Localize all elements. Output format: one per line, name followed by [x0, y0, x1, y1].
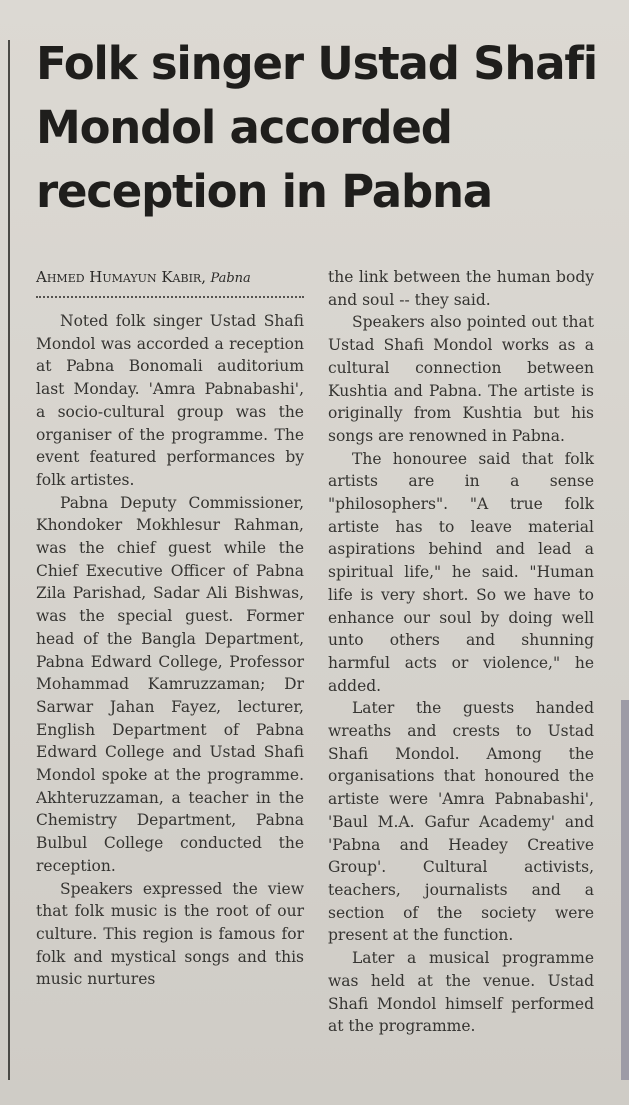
left-column [36, 266, 304, 991]
paragraph: Later the guests handed wreaths and crests to Ustad Shafi Mondol. Among the organisations that honoured the artiste were 'Amra Pabnabashi', 'Baul M.A. Gafur Academy' and 'Pabna and Headey Creative Group'. Cultural activists, teachers, journalists and a section of the society were present at the function. [328, 699, 594, 945]
paragraph: Speakers also pointed out that Ustad Shafi Mondol works as a cultural connection between Kushtia and Pabna. The artiste is originally from Kushtia but his songs are renowned in Pabna. [328, 313, 594, 445]
byline-author: Ahmed Humayun Kabir, [36, 268, 206, 286]
paragraph: Later a musical programme was held at the venue. Ustad Shafi Mondol himself performed at the programme. [328, 949, 594, 1036]
column-rule [8, 40, 10, 1080]
headline: Folk singer Ustad Shafi Mondol accorded reception in Pabna [36, 37, 597, 218]
paragraph: The honouree said that folk artists are in a sense "philosophers". "A true folk artiste has to leave material aspirations behind and lead a spiritual life," he said. "Human life is very short. So we have to enhance our soul by doing well unto others and shunning harmful acts or violence," he added. [328, 449, 594, 695]
right-column [328, 266, 594, 1038]
dotted-separator [36, 296, 304, 298]
byline-place: Pabna [210, 271, 251, 286]
paragraph: Noted folk singer Ustad Shafi Mondol was accorded a reception at Pabna Bonomali auditorium last Monday. 'Amra Pabnabashi', a socio-cultural group was the organiser of the programme. The event featured performances by folk artistes. [36, 312, 304, 489]
paragraph: Pabna Deputy Commissioner, Khondoker Mokhlesur Rahman, was the chief guest while the Chief Executive Officer of Pabna Zila Parishad, Sadar Ali Bishwas, was the special guest. Former head of the Bangla Department, Pabna Edward College, Professor Mohammad Kamruzzaman; Dr Sarwar Jahan Fayez, lecturer, English Department of Pabna Edward College and Ustad Shafi Mondol spoke at the programme. Akhteruzzaman, a teacher in the Chemistry Department, Pabna Bulbul College conducted the reception. [36, 493, 304, 875]
byline [36, 266, 304, 290]
paragraph: the link between the human body and soul -- they said. [328, 268, 594, 309]
paragraph: Speakers expressed the view that folk music is the root of our culture. This region is famous for folk and mystical songs and this music nurtures [36, 879, 304, 989]
page-edge-strip [621, 700, 629, 1080]
